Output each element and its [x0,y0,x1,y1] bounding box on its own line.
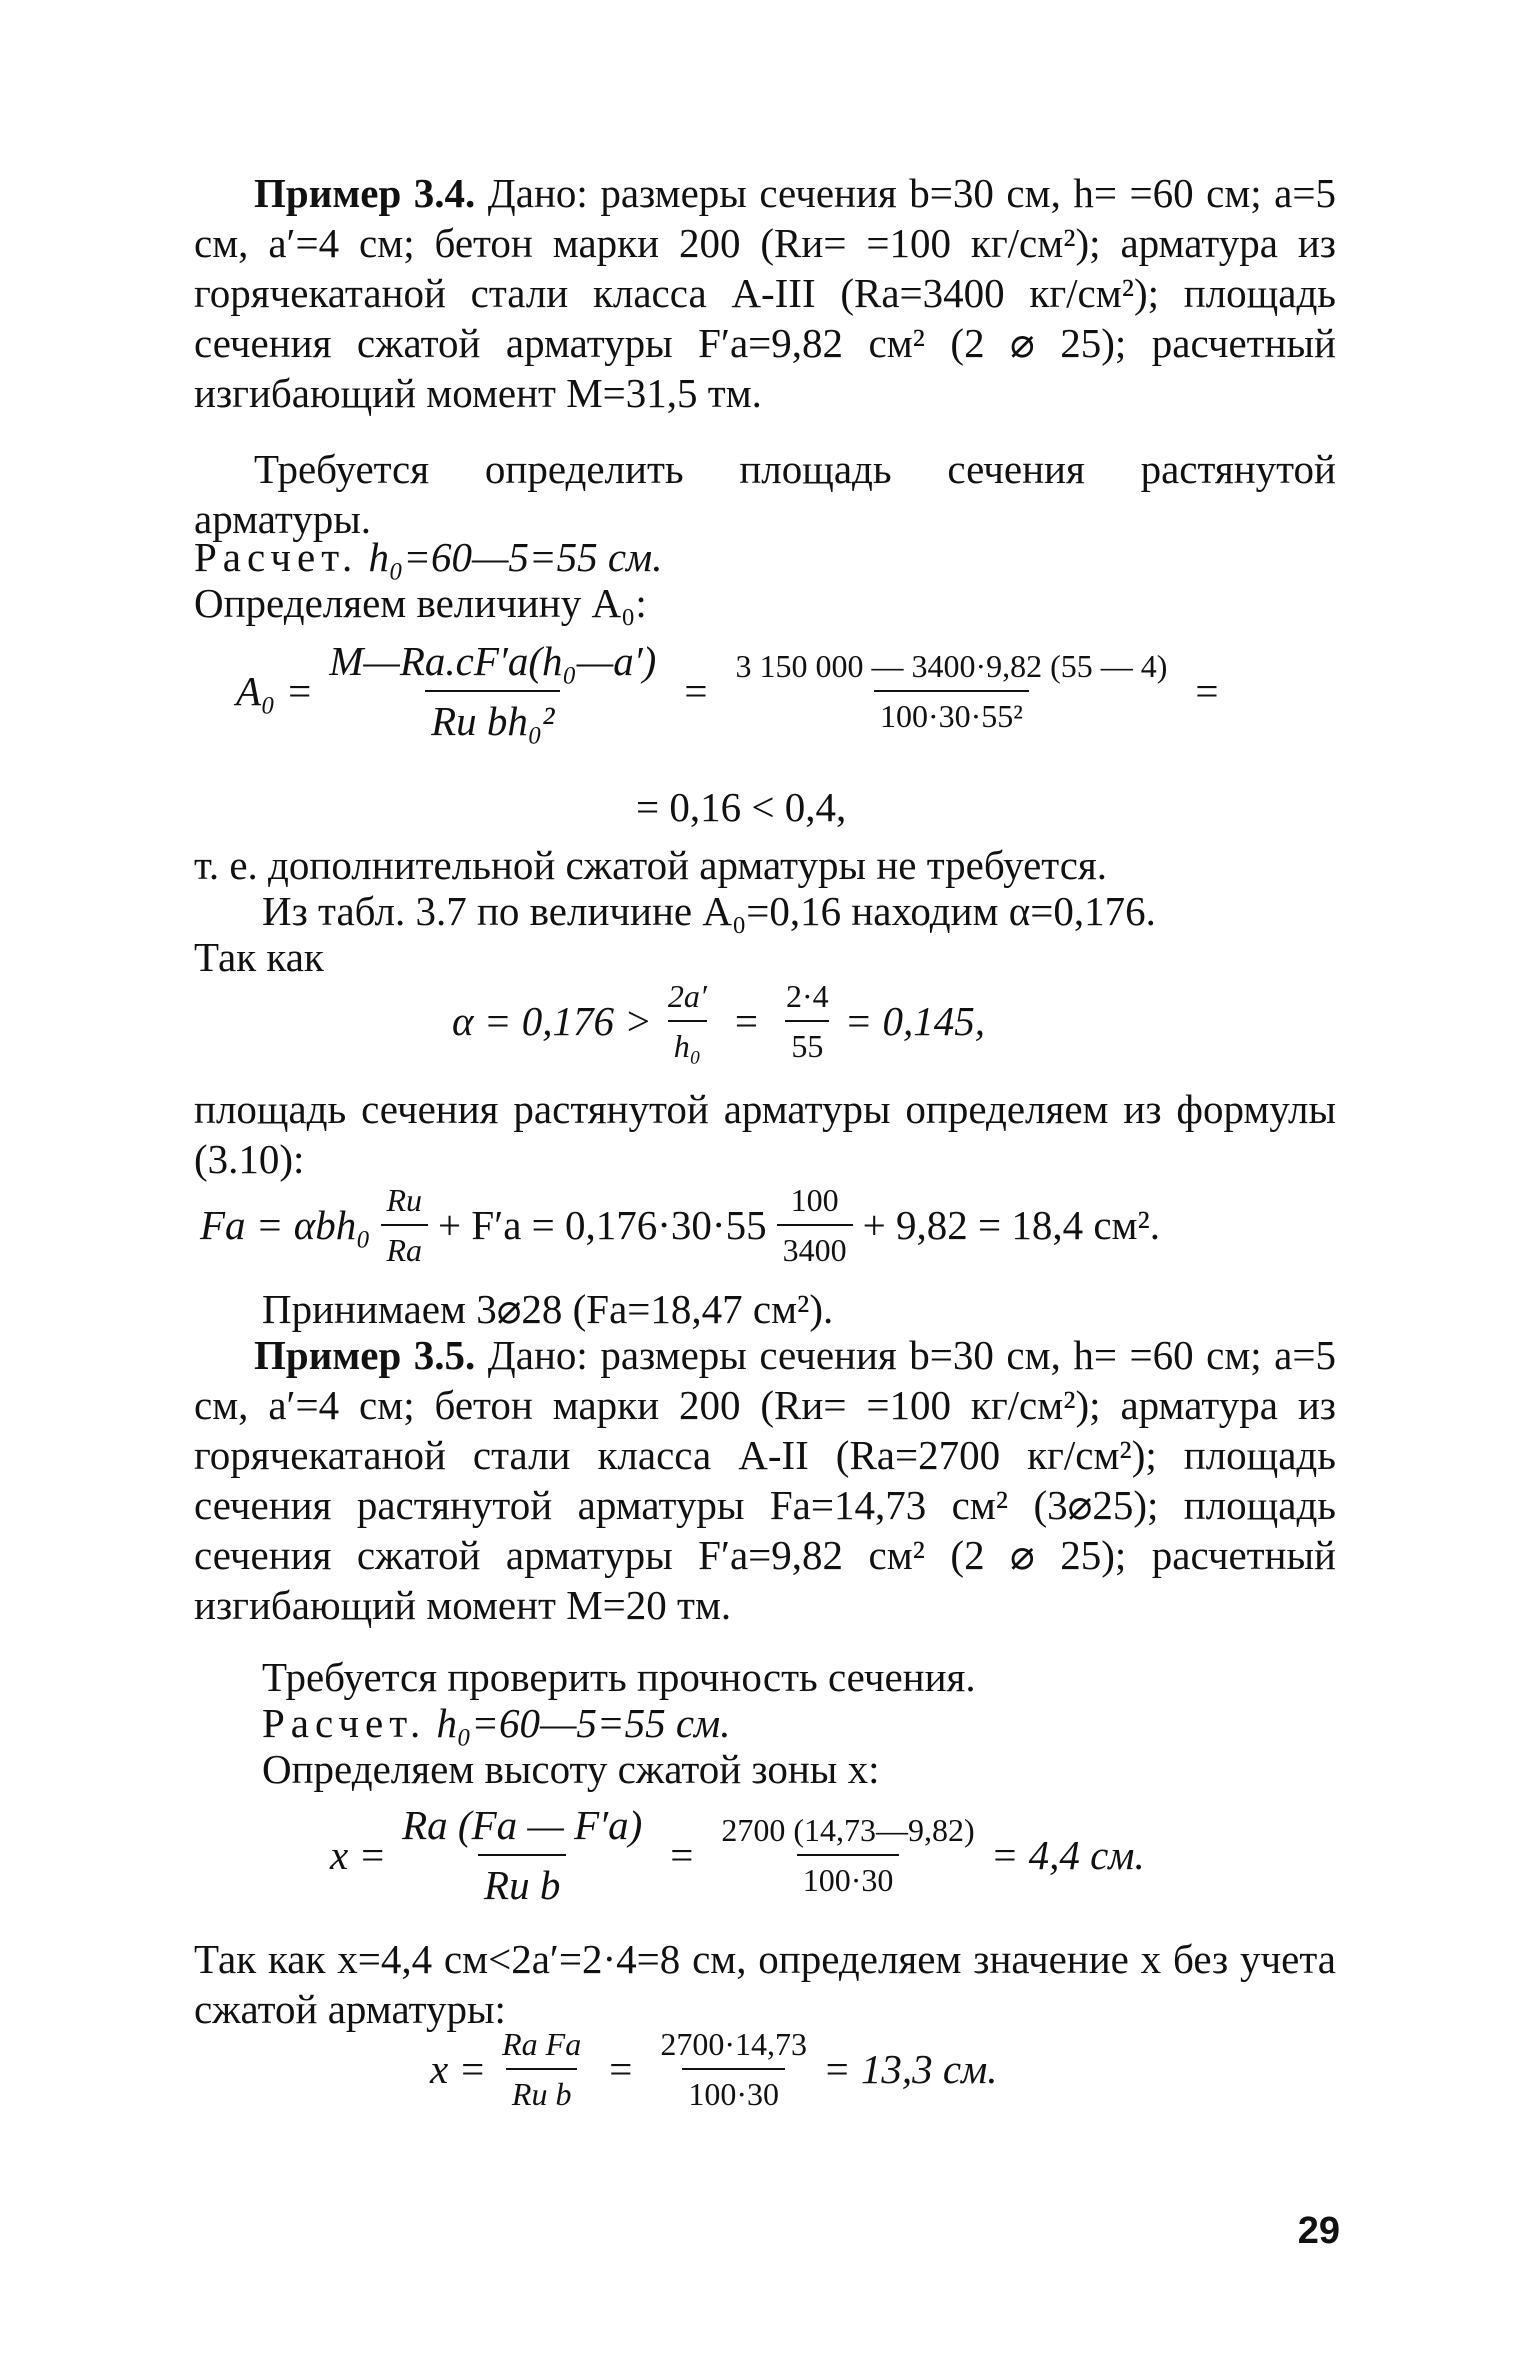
fa-num-1: Rи [386,1182,423,1218]
formula-alpha: α = 0,176 > $\frac{2a'}{\text{h₀}}$ = $\frac{2\cdot 4}{55}$ = 0,145, [452,978,986,1064]
example-3-4-given-text: Дано: размеры сечения b=30 см, h= =60 см; a=5 см, a′=4 см; бетон марки 200 (Rи= =100 кг/см²); арматура из горячекатаной стали класса А-III (Rа=3400 кг/см²); площадь сечения сжатой арматуры F′а=9,82 см² (2 ⌀ 25); расчетный изгибающий момент M=31,5 тм. [194,170,1336,416]
formula-a0-den-numeric: 100·30·55² [874,690,1029,736]
formula-a0-result: = 0,16 < 0,4, [636,784,847,830]
formula-x1: x = $\frac{Rа (Fа — F'а)}{\text{Rи b}}$ = $\frac{2700 (14,73—9,82)}{100\cdot 30}$ = 4,4 см. [330,1802,1145,1908]
formula-x1-result: = 4,4 см. [990,1832,1145,1878]
formula-alpha-result: = 0,145, [844,998,986,1044]
calc-text-2: h₀=60—5=55 см. [436,1700,731,1746]
formula-x1-symbolic-fraction [396,1800,648,1910]
formula-fa-result: + 9,82 = 18,4 см². [862,1202,1161,1248]
formula-x2-numeric-fraction [654,2024,813,2114]
formula-x2-result: = 13,3 см. [823,2046,998,2092]
example-3-4-determine: Определяем величину A₀: [194,580,647,626]
formula-a0: A₀ = $\frac{\text{M—Rа.сF′а(h₀—a′)}}{\text{Rи bh₀²}}$ = $\frac{3 150 000 — 3400\cdot 9,82 (55 — 4)}{\text{100·30·55²}}$ = [236,638,1219,744]
fa-den-2: 3400 [777,1224,853,1270]
formula-a0-den-symbolic: Rи bh₀² [425,690,560,746]
formula-a0-numeric-fraction [729,646,1173,736]
formula-alpha-fraction-1 [662,976,713,1066]
formula-fa-mid: + F′а = 0,176·30·55 [438,1202,767,1248]
alpha-den-2: 55 [785,1020,829,1066]
x2-den-numeric: 100·30 [682,2068,785,2114]
x1-den-numeric: 100·30 [797,1854,900,1900]
example-3-4-calc [194,532,662,582]
formula-x2-symbolic-fraction [496,2024,587,2114]
formula-a0-num-numeric: 3 150 000 — 3400·9,82 (55 — 4) [735,648,1168,684]
formula-fa-fraction-2 [777,1180,853,1270]
alpha-num-2: 2·4 [785,978,829,1014]
example-3-5-determine: Определяем высоту сжатой зоны x: [262,1746,880,1792]
example-3-4-task-text: Требуется определить площадь сечения растянутой арматуры. [194,446,1336,542]
x1-den-symbolic: Rи b [478,1854,566,1910]
formula-a0-num-symbolic: M—Rа.сF′а(h₀—a′) [329,638,657,684]
fa-den-1: Rа [381,1224,429,1270]
example-3-4-task [194,444,1336,544]
example-3-4-conclusion: т. е. дополнительной сжатой арматуры не требуется. [194,842,1108,888]
example-3-5-since-text: Так как x=4,4 см<2a′=2·4=8 см, определяем значение x без учета сжатой арматуры: [194,1936,1336,2032]
example-3-4-given [194,168,1336,418]
example-3-4-area-text: площадь сечения растянутой арматуры определяем из формулы (3.10): [194,1086,1336,1182]
example-3-5-calc [262,1698,730,1748]
alpha-den-1: h₀ [668,1020,707,1066]
formula-fa [200,1180,1160,1270]
x2-num-numeric: 2700·14,73 [660,2026,807,2062]
x1-num-numeric: 2700 (14,73—9,82) [721,1812,975,1848]
example-3-4-since: Так как [194,934,324,980]
x1-num-symbolic: Rа (Fа — F′а) [402,1802,643,1848]
page-number: 29 [1297,2210,1340,2252]
example-3-4-accept: Принимаем 3⌀28 (Fа=18,47 см²). [262,1286,834,1332]
formula-x1-numeric-fraction [715,1810,980,1900]
formula-a0-symbolic-fraction [323,636,662,746]
formula-x2-lhs: x = [430,2046,487,2092]
formula-x1-lhs: x = [330,1832,387,1878]
formula-alpha-fraction-2 [780,976,835,1066]
example-3-4-title: Пример 3.4. [254,170,476,216]
formula-fa-fraction-1 [381,1180,429,1270]
x2-den-symbolic: Rи b [506,2068,578,2114]
formula-x2: x = $\frac{\text{Rа Fа}}{\text{Rи b}}$ = $\frac{2700\cdot 14,73}{100\cdot 30}$ = 13,3 см. [430,2026,998,2112]
x2-num-symbolic: Rа Fа [502,2026,582,2062]
fa-num-2: 100 [790,1182,839,1218]
calc-label-2: Расчет. [262,1700,427,1746]
example-3-5-given-text: Дано: размеры сечения b=30 см, h= =60 см; a=5 см, a′=4 см; бетон марки 200 (Rи= =100 кг/см²); арматура из горячекатаной стали класса А-II (Rа=2700 кг/см²); площадь сечения растянутой арматуры Fа=14,73 см² (3⌀25); площадь сечения сжатой арматуры F′а=9,82 см² (2 ⌀ 25); расчетный изгибающий момент M=20 тм. [194,1332,1336,1628]
example-3-5-title: Пример 3.5. [254,1332,476,1378]
alpha-num-1: 2a′ [667,978,707,1014]
formula-fa-lhs: Fа = αbh₀ [200,1202,371,1248]
example-3-4-table-line: Из табл. 3.7 по величине A₀=0,16 находим α=0,176. [262,888,1156,934]
example-3-5-task: Требуется проверить прочность сечения. [262,1654,976,1700]
calc-text: h₀=60—5=55 см. [368,534,663,580]
formula-a0-lhs: A₀ = [236,668,314,714]
calc-label: Расчет. [194,534,359,580]
formula-alpha-lhs: α = 0,176 > [452,998,652,1044]
example-3-5-given [194,1330,1336,1630]
